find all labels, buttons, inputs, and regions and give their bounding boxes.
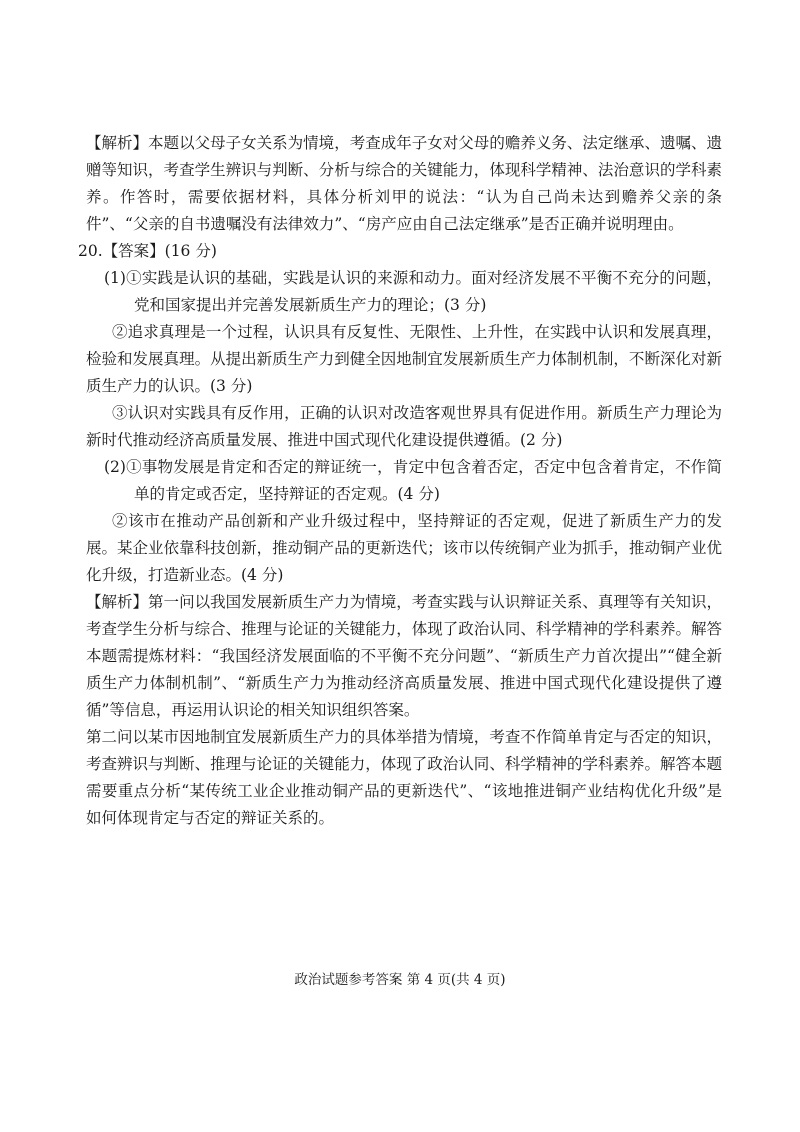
answer-1-point-1: (1)①实践是认识的基础，实践是认识的来源和动力。面对经济发展不平衡不充分的问题，党和国家提出并完善发展新质生产力的理论；(3 分) — [104, 269, 722, 314]
answer-2-point-2: ②该市在推动产品创新和产业升级过程中，坚持辩证的否定观，促进了新质生产力的发展。某企业依靠科技创新，推动铜产品的更新迭代；该市以传统铜产业为抓手，推动铜产业优化升级，打造新业态。(4 分) — [86, 512, 722, 584]
answer-2-point-1: (2)①事物发展是肯定和否定的辩证统一，肯定中包含着否定，否定中包含着肯定，不作简单的肯定或否定，坚持辩证的否定观。(4 分) — [104, 458, 722, 503]
analysis-20-part-1: 【解析】第一问以我国发展新质生产力为情境，考查实践与认识辩证关系、真理等有关知识，考查学生分析与综合、推理与论证的关键能力，体现了政治认同、科学精神的学科素养。解答本题需提炼材料：“我国经济发展面临的不平衡不充分问题”、“新质生产力首次提出”“健全新质生产力体制机制”、“新质生产力为推动经济高质量发展、推进中国式现代化建设提供了遵循”等信息，再运用认识论的相关知识组织答案。 — [86, 593, 722, 719]
analysis-20-part-2: 第二问以某市因地制宜发展新质生产力的具体举措为情境，考查不作简单肯定与否定的知识，考查辨识与判断、推理与论证的关键能力，体现了政治认同、科学精神的学科素养。解答本题需要重点分析“某传统工业企业推动铜产品的更新迭代”、“该地推进铜产业结构优化升级”是如何体现肯定与否定的辩证关系的。 — [86, 728, 722, 827]
question-20-header: 20.【答案】(16 分) — [78, 242, 217, 260]
answer-1-point-2: ②追求真理是一个过程，认识具有反复性、无限性、上升性，在实践中认识和发展真理，检验和发展真理。从提出新质生产力到健全因地制宜发展新质生产力体制机制，不断深化对新质生产力的认识。(3 分) — [86, 323, 722, 395]
page-content — [78, 130, 722, 832]
page-footer: 政治试题参考答案 第 4 页(共 4 页) — [294, 972, 506, 988]
answer-1-point-3: ③认识对实践具有反作用，正确的认识对改造客观世界具有促进作用。新质生产力理论为新时代推动经济高质量发展、推进中国式现代化建设提供遵循。(2 分) — [86, 404, 722, 449]
analysis-19: 【解析】本题以父母子女关系为情境，考查成年子女对父母的赡养义务、法定继承、遗嘱、遗赠等知识，考查学生辨识与判断、分析与综合的关键能力，体现科学精神、法治意识的学科素养。作答时，需要依据材料，具体分析刘甲的说法：“认为自己尚未达到赡养父亲的条件”、“父亲的自书遗嘱没有法律效力”、“房产应由自己法定继承”是否正确并说明理由。 — [86, 134, 722, 233]
